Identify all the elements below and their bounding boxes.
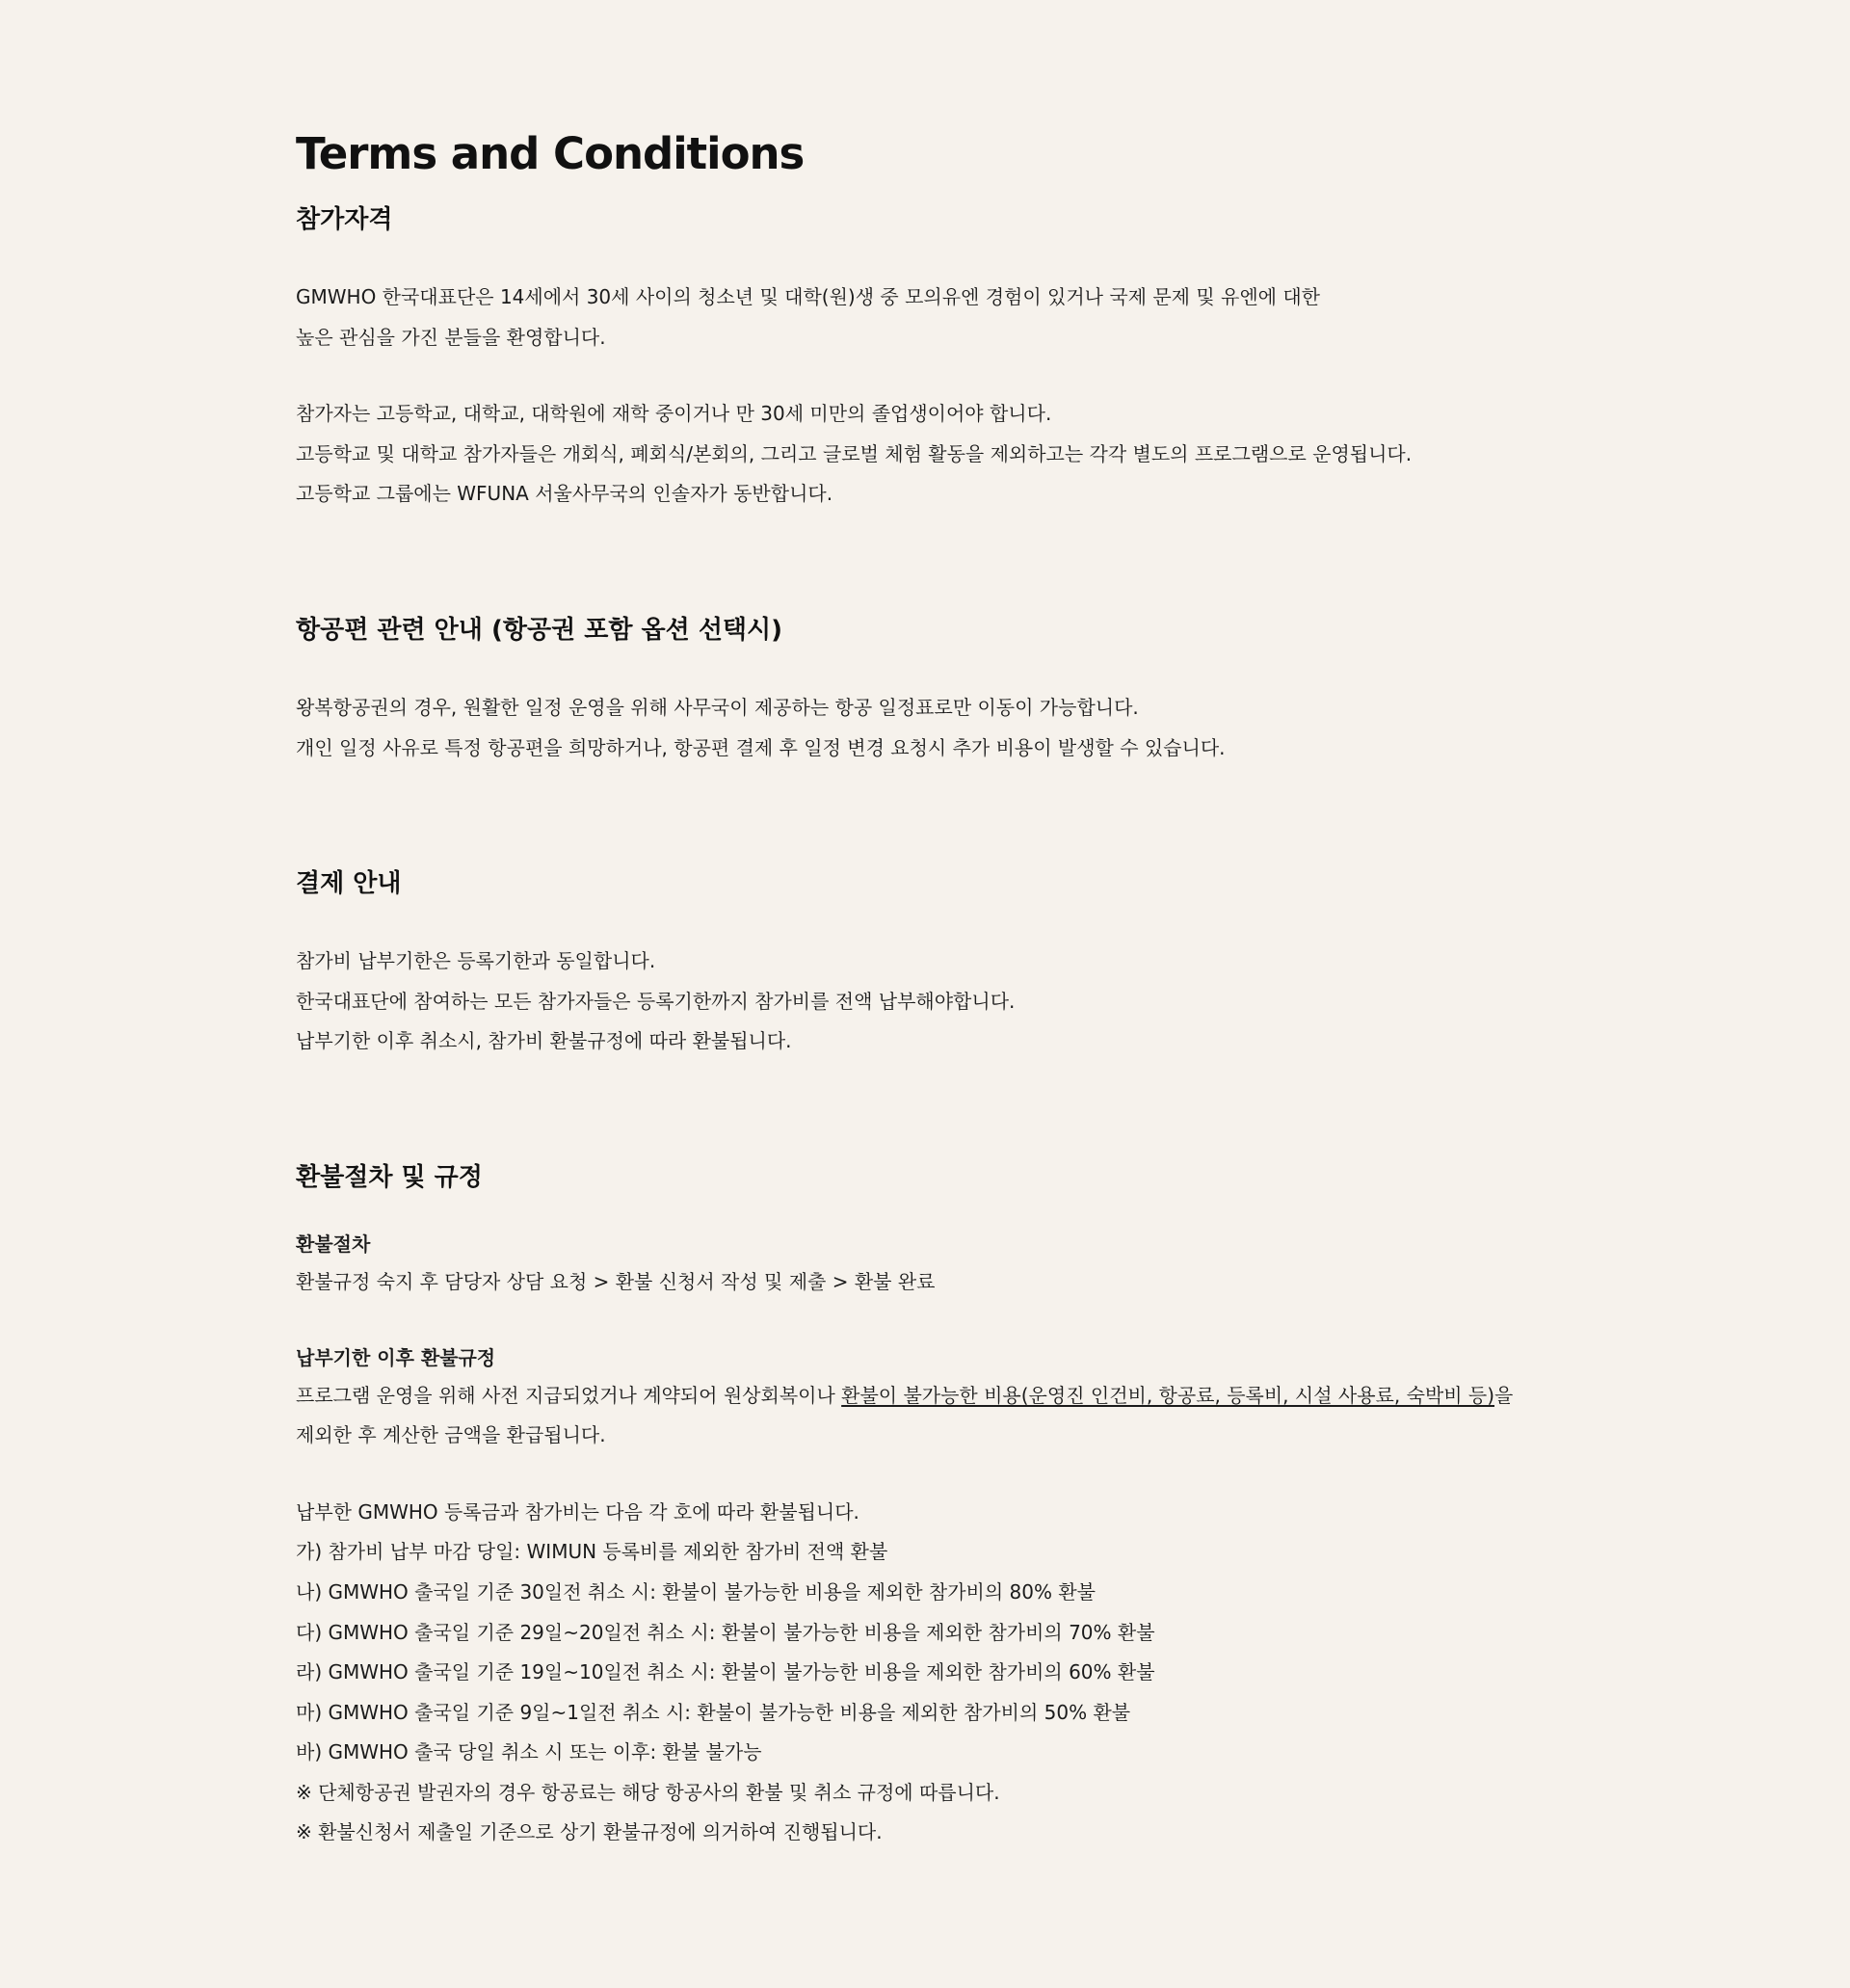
eligibility-para2-line1: 참가자는 고등학교, 대학교, 대학원에 재학 중이거나 만 30세 미만의 졸업생이어야 합니다. <box>296 402 1052 426</box>
payment-line2: 한국대표단에 참여하는 모든 참가자들은 등록기한까지 참가비를 전액 납부해야합니다. <box>296 989 1016 1013</box>
eligibility-heading: 참가자격 <box>296 205 393 234</box>
refund-rule-ba: 바) GMWHO 출국 당일 취소 시 또는 이후: 환불 불가능 <box>296 1740 762 1764</box>
flight-line2: 개인 일정 사유로 특정 항공편을 희망하거나, 항공편 결제 후 일정 변경 요청시 추가 비용이 발생할 수 있습니다. <box>296 735 1226 759</box>
refund-procedure-title: 환불절차 <box>296 1232 371 1256</box>
refund-rule-intro: 납부한 GMWHO 등록금과 참가비는 다음 각 호에 따라 환불됩니다. <box>296 1499 859 1524</box>
refund-note-group-ticket: ※ 단체항공권 발권자의 경우 항공료는 해당 항공사의 환불 및 취소 규정에 따릅니다. <box>296 1780 1000 1804</box>
section-eligibility <box>296 200 1548 515</box>
payment-heading: 결제 안내 <box>296 869 402 899</box>
refund-policy-line1 <box>296 1376 1548 1417</box>
eligibility-para1-line2: 높은 관심을 가진 분들을 환영합니다. <box>296 325 606 349</box>
section-refund <box>296 1158 1548 1853</box>
terms-content <box>296 123 1548 1853</box>
flight-heading: 항공편 관련 안내 (항공권 포함 옵션 선택시) <box>296 615 783 645</box>
refund-rule-ga: 가) 참가비 납부 마감 당일: WIMUN 등록비를 제외한 참가비 전액 환불 <box>296 1540 888 1564</box>
refund-rule-ma: 마) GMWHO 출국일 기준 9일~1일전 취소 시: 환불이 불가능한 비용을 제외한 참가비의 50% 환불 <box>296 1700 1131 1724</box>
eligibility-para1-line1: GMWHO 한국대표단은 14세에서 30세 사이의 청소년 및 대학(원)생 중 모의유엔 경험이 있거나 국제 문제 및 유엔에 대한 <box>296 285 1320 308</box>
flight-line1: 왕복항공권의 경우, 원활한 일정 운영을 위해 사무국이 제공하는 항공 일정표로만 이동이 가능합니다. <box>296 695 1139 719</box>
page-title: Terms and Conditions <box>296 128 805 179</box>
refund-note-basis: ※ 환불신청서 제출일 기준으로 상기 환불규정에 의거하여 진행됩니다. <box>296 1820 883 1844</box>
refund-policy-post: 을 <box>1494 1383 1514 1407</box>
refund-procedure-text: 환불규정 숙지 후 담당자 상담 요청 > 환불 신청서 작성 및 제출 > 환불 완료 <box>296 1269 936 1293</box>
payment-line3: 납부기한 이후 취소시, 참가비 환불규정에 따라 환불됩니다. <box>296 1029 792 1053</box>
refund-nonrefundable-costs: 환불이 불가능한 비용(운영진 인건비, 항공료, 등록비, 시설 사용료, 숙박비 등) <box>841 1383 1495 1407</box>
refund-policy-title: 납부기한 이후 환불규정 <box>296 1345 496 1369</box>
section-flight <box>296 611 1548 768</box>
eligibility-para2-line2: 고등학교 및 대학교 참가자들은 개회식, 폐회식/본회의, 그리고 글로벌 체험 활동을 제외하고는 각각 별도의 프로그램으로 운영됩니다. <box>296 441 1413 465</box>
refund-rule-da: 다) GMWHO 출국일 기준 29일~20일전 취소 시: 환불이 불가능한 비용을 제외한 참가비의 70% 환불 <box>296 1620 1155 1644</box>
section-payment <box>296 864 1548 1062</box>
payment-line1: 참가비 납부기한은 등록기한과 동일합니다. <box>296 949 656 973</box>
refund-rule-ra: 라) GMWHO 출국일 기준 19일~10일전 취소 시: 환불이 불가능한 비용을 제외한 참가비의 60% 환불 <box>296 1660 1155 1684</box>
refund-policy-line2: 제외한 후 계산한 금액을 환급됩니다. <box>296 1423 606 1447</box>
refund-heading: 환불절차 및 규정 <box>296 1162 483 1192</box>
refund-rule-na: 나) GMWHO 출국일 기준 30일전 취소 시: 환불이 불가능한 비용을 제외한 참가비의 80% 환불 <box>296 1579 1096 1604</box>
eligibility-para2-line3: 고등학교 그룹에는 WFUNA 서울사무국의 인솔자가 동반합니다. <box>296 482 833 506</box>
refund-policy-pre: 프로그램 운영을 위해 사전 지급되었거나 계약되어 원상회복이나 <box>296 1383 842 1407</box>
